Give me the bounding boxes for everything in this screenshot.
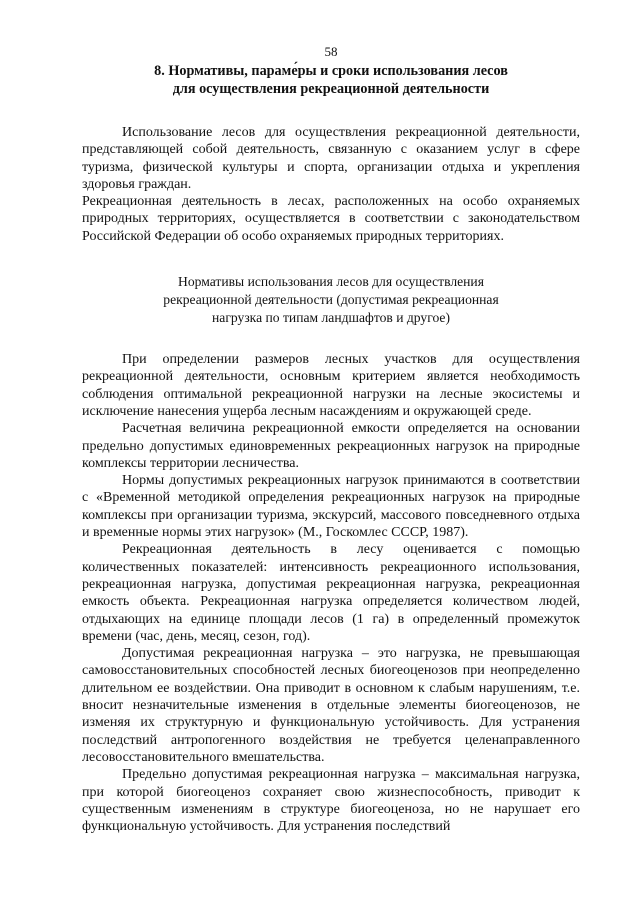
body-paragraph-5: Допустимая рекреационная нагрузка – это нагрузка, не превышающая самовосстановительных способностей лесных биогеоценозов при неопределенно длительном ее воздействии. Она приводит в основном к слабым нарушениям, т.е. вносит незначительные изменения в отдельные элементы биогеоценозов, не изменяя их структурную и функциональную устойчивость. Для устранения последствий антропогенного воздействия не требуется целенаправленного лесовосстановительного вмешательства.: [82, 646, 580, 765]
page-number: 58: [324, 44, 338, 59]
section-title-line-1: 8. Нормативы, параме́ры и сроки использования лесов: [154, 63, 508, 79]
section-title: [82, 62, 580, 98]
intro-paragraph-1: Использование лесов для осуществления рекреационной деятельности, представляющей собой деятельность, связанную с оказанием услуг в сфере туризма, физической культуры и спорта, организации отдыха и укрепления здоровья граждан.: [82, 125, 580, 192]
intro-paragraph-2: Рекреационная деятельность в лесах, расположенных на особо охраняемых природных территориях, осуществляется в соответствии с законодательством Российской Федерации об особо охраняемых природных территориях.: [82, 194, 580, 244]
body-paragraph-2: Расчетная величина рекреационной емкости определяется на основании предельно допустимых единовременных рекреационных нагрузок на природные комплексы территории лесничества.: [82, 421, 580, 471]
body-paragraph-3: Нормы допустимых рекреационных нагрузок принимаются в соответствии с «Временной методикой определения рекреационных нагрузок на природные комплексы при организации туризма, экскурсий, массового повседневного отдыха и временные нормы этих нагрузок» (М., Госкомлес СССР, 1987).: [82, 473, 580, 541]
section-title-line-2: для осуществления рекреационной деятельности: [172, 81, 490, 97]
subsection-heading-line-2: рекреационной деятельности (допустимая рекреационная: [163, 292, 499, 308]
subsection-heading-line-3: нагрузка по типам ландшафтов и другое): [212, 310, 450, 326]
document-page: [82, 44, 580, 835]
subsection-heading-line-1: Нормативы использования лесов для осуществления: [178, 274, 484, 290]
intro-block: [82, 124, 580, 245]
body-paragraph-1: При определении размеров лесных участков для осуществления рекреационной деятельности, основным критерием является необходимость соблюдения оптимальной рекреационной нагрузки на лесные экосистемы и исключение нанесения ущерба лесным насаждениям и окружающей среде.: [82, 352, 580, 419]
body-text: [82, 351, 580, 835]
subsection-heading: [82, 273, 580, 327]
body-paragraph-6: Предельно допустимая рекреационная нагрузка – максимальная нагрузка, при которой биогеоценоз сохраняет свою жизнеспособность, приводит к существенным изменениям в структуре биогеоценоза, но не нарушает его функциональную устойчивость. Для устранения последствий: [82, 767, 580, 835]
body-paragraph-4: Рекреационная деятельность в лесу оценивается с помощью количественных показателей: интенсивность рекреационного использования, рекреационная нагрузка, допустимая рекреационная нагрузка, рекреационная емкость объекта. Рекреационная нагрузка определяется количеством людей, отдыхающих на единице площади лесов (1 га) в определенный промежуток времени (час, день, месяц, сезон, год).: [82, 542, 580, 644]
